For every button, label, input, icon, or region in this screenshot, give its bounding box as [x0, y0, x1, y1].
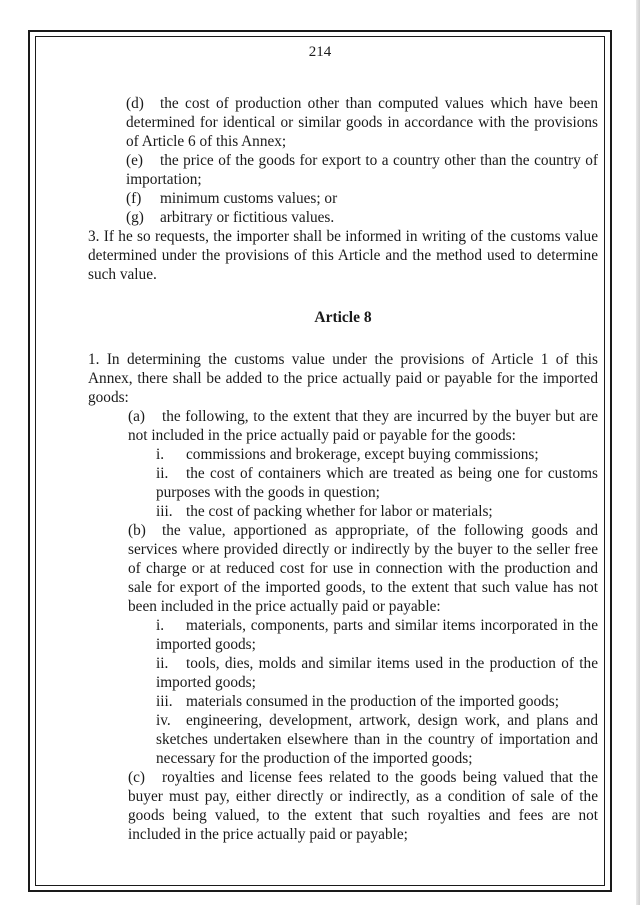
- subitem-text: the cost of containers which are treated as being one for customs purposes with the goods in question;: [156, 465, 598, 501]
- item-text: royalties and license fees related to the goods being valued that the buyer must pay, either directly or indirectly, as a condition of sale of the goods being valued, to the extent that such royalties and fees are not included in the price actually paid or payable;: [128, 769, 598, 843]
- item-d: [88, 94, 598, 151]
- page-number: 214: [308, 44, 332, 60]
- subitem-a-i: [88, 445, 598, 464]
- subitem-label: ii.: [156, 465, 169, 482]
- subitem-a-iii: [88, 502, 598, 521]
- item-label: (g): [126, 209, 144, 226]
- subitem-label: i.: [156, 446, 165, 463]
- item-text: the value, apportioned as appropriate, of the following goods and services where provided directly or indirectly by the buyer to the seller free of charge or at reduced cost for use in connection with the production and sale for export of the imported goods, to the extent that such value has not been included in the price actually paid or payable:: [128, 522, 598, 615]
- subitem-b-iii: [88, 692, 598, 711]
- subitem-b-iv: [88, 711, 598, 768]
- subitem-label: iii.: [156, 693, 173, 710]
- item-label: (d): [126, 95, 144, 112]
- item-label: (a): [128, 408, 145, 425]
- paragraph-3: 3. If he so requests, the importer shall be informed in writing of the customs value determined under the provisions of this Article and the method used to determine such value.: [88, 228, 598, 283]
- subitem-label: iv.: [156, 712, 171, 729]
- item-e: [88, 151, 598, 189]
- subitem-text: engineering, development, artwork, design work, and plans and sketches undertaken elsewhere than in the country of importation and necessary for the production of the imported goods;: [156, 712, 598, 767]
- item-g: [88, 208, 598, 227]
- item-label: (c): [128, 769, 145, 786]
- item-text: arbitrary or fictitious values.: [160, 209, 335, 226]
- subitem-label: i.: [156, 617, 165, 634]
- item-label: (b): [128, 522, 146, 539]
- item-b: [88, 521, 598, 616]
- subitem-label: iii.: [156, 503, 173, 520]
- item-f: [88, 189, 598, 208]
- item-text: the price of the goods for export to a country other than the country of importation;: [126, 152, 598, 188]
- item-text: the following, to the extent that they are incurred by the buyer but are not included in the price actually paid or payable for the goods:: [128, 408, 598, 444]
- subitem-text: materials, components, parts and similar items incorporated in the imported goods;: [156, 617, 598, 653]
- article-heading: Article 8: [314, 309, 372, 326]
- subitem-text: commissions and brokerage, except buying commissions;: [186, 446, 539, 463]
- subitem-b-ii: [88, 654, 598, 692]
- subitem-a-ii: [88, 464, 598, 502]
- subitem-label: ii.: [156, 655, 169, 672]
- subitem-text: the cost of packing whether for labor or materials;: [186, 503, 493, 520]
- scan-edge: [636, 0, 640, 905]
- item-label: (e): [126, 152, 143, 169]
- subitem-text: tools, dies, molds and similar items used in the production of the imported goods;: [156, 655, 598, 691]
- item-c: [88, 768, 598, 844]
- document-body: [88, 94, 598, 844]
- item-text: the cost of production other than computed values which have been determined for identical or similar goods in accordance with the provisions of Article 6 of this Annex;: [126, 95, 598, 150]
- subitem-b-i: [88, 616, 598, 654]
- item-a: [88, 407, 598, 445]
- item-text: minimum customs values; or: [160, 190, 338, 207]
- subitem-text: materials consumed in the production of the imported goods;: [186, 693, 559, 710]
- item-label: (f): [126, 190, 142, 207]
- article8-paragraph-1: 1. In determining the customs value under the provisions of Article 1 of this Annex, there shall be added to the price actually paid or payable for the imported goods:: [88, 351, 598, 406]
